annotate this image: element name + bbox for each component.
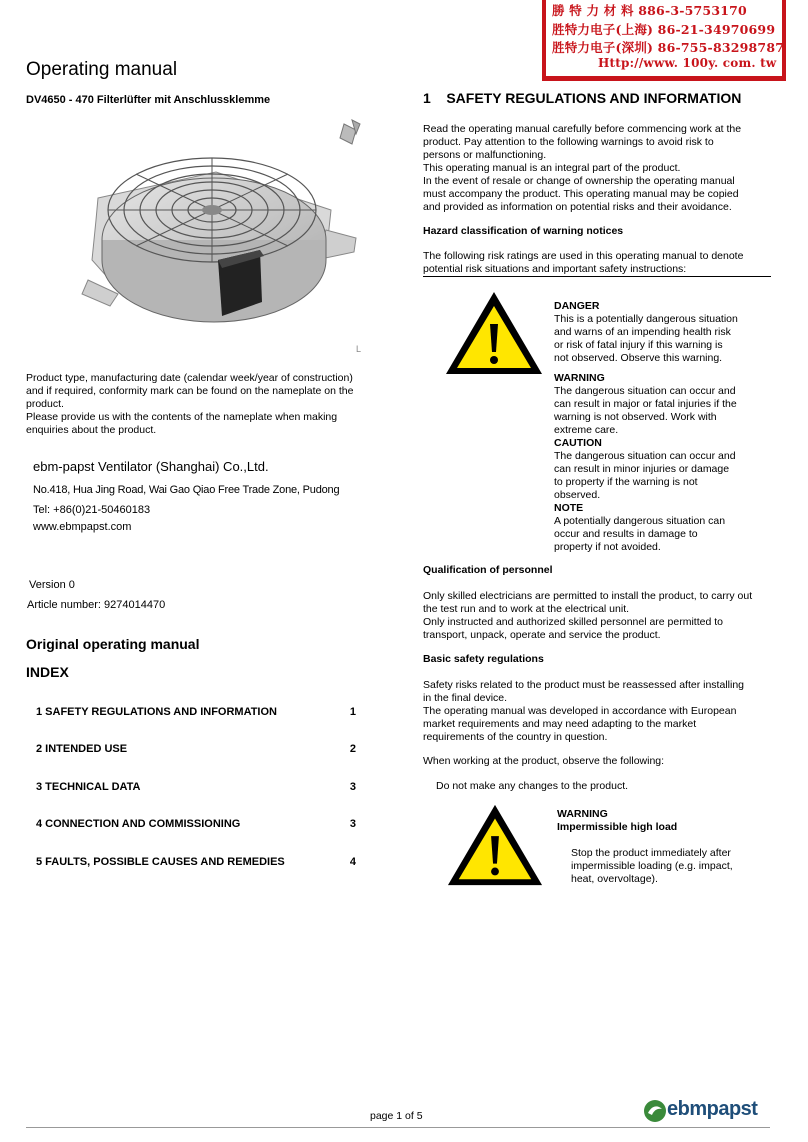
original-manual-heading: Original operating manual	[26, 636, 200, 652]
warning-2-subtitle: Impermissible high load	[557, 821, 678, 833]
nameplate-info: Product type, manufacturing date (calendar week/year of construction) and if required, conformity mark can be found on the nameplate on the product. Please provide us with the contents of the nameplate when making enquiries about the product.	[26, 372, 354, 436]
index-item-2[interactable]: 2 INTENDED USE 2	[36, 743, 356, 755]
product-title: DV4650 - 470 Filterlüfter mit Anschlussklemme	[26, 94, 271, 106]
fan-product-image	[26, 110, 370, 360]
company-name: ebm-papst Ventilator (Shanghai) Co.,Ltd.	[33, 459, 269, 474]
stamp-line-1: 勝 特 力 材 料 886-3-5753170	[552, 3, 747, 18]
distributor-stamp	[542, 0, 786, 81]
hazard-text: The following risk ratings are used in this operating manual to denote potential risk situations and important safety instructions:	[423, 250, 744, 275]
company-tel: Tel: +86(0)21-50460183	[33, 504, 151, 516]
warning-title: WARNING	[554, 372, 605, 384]
no-changes-text: Do not make any changes to the product.	[436, 780, 629, 792]
basic-safety-heading: Basic safety regulations	[423, 653, 544, 665]
stamp-line-3: 胜特力电子(深圳) 86-755-83298787	[552, 40, 785, 55]
qualification-heading: Qualification of personnel	[423, 564, 553, 576]
observe-text: When working at the product, observe the following:	[423, 755, 665, 767]
index-heading: INDEX	[26, 664, 69, 680]
company-website[interactable]: www.ebmpapst.com	[33, 521, 132, 533]
article-number: Article number: 9274014470	[27, 599, 166, 611]
svg-text:L: L	[356, 344, 362, 354]
intro-text: Read the operating manual carefully before commencing work at the product. Pay attention to the following warnings to avoid risk to persons or malfunctioning. This operating manual is an integral part of the product. In the event of resale or change of ownership the operating manual must accompany the product. This operating manual may be copied and provided as information on potential risks and their avoidance.	[423, 123, 742, 213]
index-item-5[interactable]: 5 FAULTS, POSSIBLE CAUSES AND REMEDIES 4	[36, 856, 356, 868]
index-item-3[interactable]: 3 TECHNICAL DATA 3	[36, 781, 356, 793]
logo-wordmark: ebmpapst	[667, 1098, 758, 1120]
note-title: NOTE	[554, 502, 584, 514]
index-item-4[interactable]: 4 CONNECTION AND COMMISSIONING 3	[36, 818, 356, 830]
warning-triangle-icon	[446, 802, 544, 888]
page-title: Operating manual	[26, 59, 178, 80]
ebmpapst-logo	[643, 1096, 758, 1124]
caution-title: CAUTION	[554, 437, 602, 449]
company-address: No.418, Hua Jing Road, Wai Gao Qiao Free Trade Zone, Pudong	[33, 484, 340, 496]
warning-2-title: WARNING	[557, 808, 608, 820]
stamp-line-4: Http://www. 100y. com. tw	[598, 56, 777, 70]
section-1-title: 1 SAFETY REGULATIONS AND INFORMATION	[423, 90, 742, 106]
footer-rule	[26, 1127, 770, 1128]
basic-safety-text: Safety risks related to the product must be reassessed after installing in the final device. The operating manual was developed in accordance with European market requirements and may need adapting to the market requirements of the country in question.	[423, 679, 744, 743]
danger-title: DANGER	[554, 300, 600, 312]
hazard-heading: Hazard classification of warning notices	[423, 225, 624, 237]
divider	[423, 276, 771, 277]
index-item-1[interactable]: 1 SAFETY REGULATIONS AND INFORMATION 1	[36, 706, 356, 718]
version: Version 0	[29, 579, 75, 591]
warning-triangle-icon	[444, 290, 544, 376]
stamp-line-2: 胜特力电子(上海) 86-21-34970699	[552, 22, 776, 37]
qualification-text: Only skilled electricians are permitted to install the product, to carry out the test run and to work at the electrical unit. Only instructed and authorized skilled personnel are permitted to transport, unpack, operate and service the product.	[423, 590, 753, 641]
page-number: page 1 of 5	[370, 1110, 423, 1122]
ebmpapst-logo-icon	[643, 1099, 667, 1123]
warning-2-text: Stop the product immediately after impermissible loading (e.g. impact, heat, overvoltage).	[571, 847, 733, 885]
risk-ratings: DANGER This is a potentially dangerous situation and warns of an impending health risk or risk of fatal injury if this warning is not observed. Observe this warning. WARNING The dangerous situation can occur and can result in major or fatal injuries if the warning is not observed. Work with extreme care. CAUTION The dangerous situation can occur and can result in minor injuries or damage to property if the warning is not observed. NOTE A potentially dangerous situation can occur and results in damage to property if not avoided.	[554, 300, 764, 554]
